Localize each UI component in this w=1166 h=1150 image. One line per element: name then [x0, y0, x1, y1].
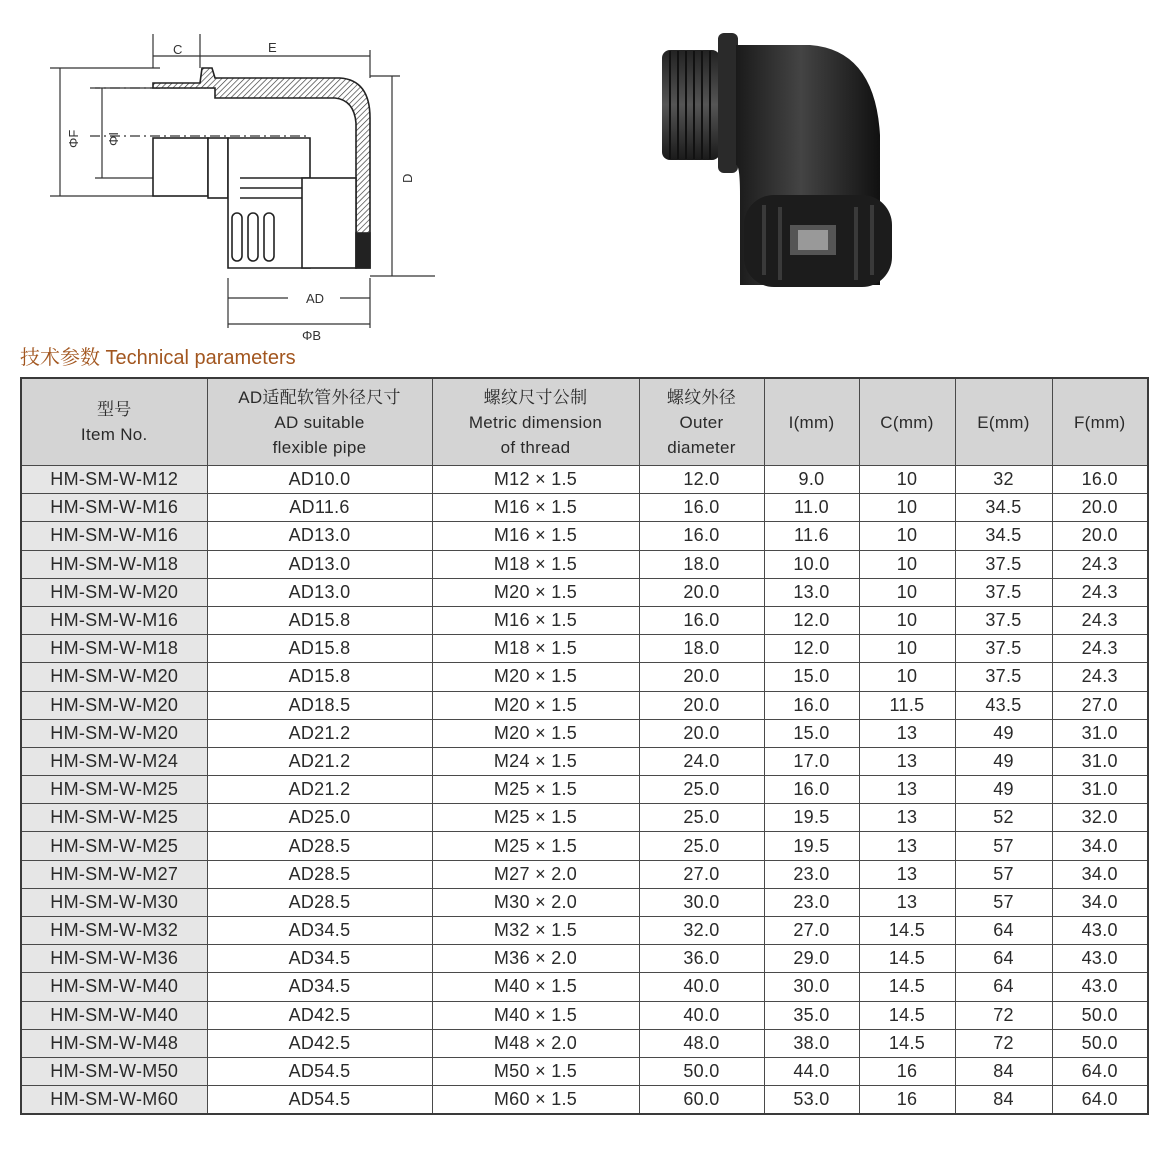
table-cell: 16.0 [764, 691, 859, 719]
table-cell: M40 × 1.5 [432, 973, 639, 1001]
table-cell: 57 [955, 860, 1052, 888]
table-cell: 15.0 [764, 663, 859, 691]
table-cell: 49 [955, 776, 1052, 804]
table-cell: AD15.8 [207, 606, 432, 634]
table-cell: 64 [955, 945, 1052, 973]
table-cell: 27.0 [639, 860, 764, 888]
table-row [21, 747, 1148, 775]
table-row [21, 522, 1148, 550]
column-header-line: E(mm) [977, 412, 1030, 432]
table-row [21, 945, 1148, 973]
column-header-line: Item No. [80, 425, 148, 444]
table-cell: 34.5 [955, 494, 1052, 522]
table-cell: 10 [859, 522, 955, 550]
table-cell: 23.0 [764, 860, 859, 888]
table-cell: AD10.0 [207, 466, 432, 494]
table-cell: 29.0 [764, 945, 859, 973]
table-cell: AD42.5 [207, 1001, 432, 1029]
table-cell: M36 × 2.0 [432, 945, 639, 973]
table-cell: M27 × 2.0 [432, 860, 639, 888]
item-no-cell: HM-SM-W-M30 [21, 888, 207, 916]
table-cell: 23.0 [764, 888, 859, 916]
item-no-cell: HM-SM-W-M20 [21, 691, 207, 719]
table-cell: 37.5 [955, 663, 1052, 691]
table-row [21, 804, 1148, 832]
table-cell: AD13.0 [207, 522, 432, 550]
table-cell: 10 [859, 663, 955, 691]
table-cell: M24 × 1.5 [432, 747, 639, 775]
table-cell: AD13.0 [207, 578, 432, 606]
table-cell: 31.0 [1052, 719, 1148, 747]
column-header-line: C(mm) [880, 412, 934, 432]
table-cell: 12.0 [764, 635, 859, 663]
table-cell: 36.0 [639, 945, 764, 973]
table-cell: 34.0 [1052, 832, 1148, 860]
table-cell: 11.5 [859, 691, 955, 719]
table-cell: 12.0 [639, 466, 764, 494]
table-cell: 13 [859, 888, 955, 916]
table-cell: M20 × 1.5 [432, 663, 639, 691]
table-cell: M16 × 1.5 [432, 606, 639, 634]
table-cell: 11.0 [764, 494, 859, 522]
table-cell: AD28.5 [207, 888, 432, 916]
table-header-row [21, 378, 1148, 466]
table-cell: 64.0 [1052, 1086, 1148, 1115]
table-cell: M25 × 1.5 [432, 804, 639, 832]
table-cell: M30 × 2.0 [432, 888, 639, 916]
column-header [859, 378, 955, 466]
table-cell: 44.0 [764, 1057, 859, 1085]
table-cell: AD21.2 [207, 747, 432, 775]
table-cell: AD11.6 [207, 494, 432, 522]
table-cell: 10 [859, 578, 955, 606]
item-no-cell: HM-SM-W-M25 [21, 804, 207, 832]
table-cell: M12 × 1.5 [432, 466, 639, 494]
item-no-cell: HM-SM-W-M18 [21, 635, 207, 663]
label-ad: AD [306, 291, 325, 306]
table-row [21, 860, 1148, 888]
label-e: E [268, 40, 277, 55]
table-cell: M20 × 1.5 [432, 719, 639, 747]
table-cell: AD54.5 [207, 1057, 432, 1085]
table-cell: 20.0 [1052, 494, 1148, 522]
table-cell: 20.0 [639, 719, 764, 747]
table-cell: 10 [859, 606, 955, 634]
column-header-line: AD适配软管外径尺寸 [238, 387, 401, 407]
column-header [639, 378, 764, 466]
table-row [21, 635, 1148, 663]
table-cell: M40 × 1.5 [432, 1001, 639, 1029]
item-no-cell: HM-SM-W-M16 [21, 494, 207, 522]
table-cell: 13 [859, 719, 955, 747]
table-cell: 35.0 [764, 1001, 859, 1029]
item-no-cell: HM-SM-W-M36 [21, 945, 207, 973]
table-row [21, 1057, 1148, 1085]
item-no-cell: HM-SM-W-M20 [21, 719, 207, 747]
column-header-line: Metric dimension [468, 412, 603, 432]
table-row [21, 691, 1148, 719]
table-cell: 37.5 [955, 578, 1052, 606]
table-cell: 34.0 [1052, 860, 1148, 888]
item-no-cell: HM-SM-W-M16 [21, 522, 207, 550]
item-no-cell: HM-SM-W-M40 [21, 973, 207, 1001]
column-header [432, 378, 639, 466]
table-cell: 13 [859, 860, 955, 888]
table-cell: 16.0 [639, 522, 764, 550]
column-header [764, 378, 859, 466]
table-cell: 64 [955, 917, 1052, 945]
table-cell: 64.0 [1052, 1057, 1148, 1085]
table-cell: 25.0 [639, 804, 764, 832]
table-cell: AD28.5 [207, 860, 432, 888]
column-header-line: Outer [679, 412, 724, 432]
table-cell: AD21.2 [207, 776, 432, 804]
table-cell: 16.0 [1052, 466, 1148, 494]
product-photo [640, 25, 900, 295]
table-cell: 48.0 [639, 1029, 764, 1057]
table-cell: 24.3 [1052, 635, 1148, 663]
table-cell: 31.0 [1052, 747, 1148, 775]
table-cell: 32 [955, 466, 1052, 494]
table-cell: M20 × 1.5 [432, 578, 639, 606]
table-cell: AD13.0 [207, 550, 432, 578]
table-cell: M20 × 1.5 [432, 691, 639, 719]
item-no-cell: HM-SM-W-M20 [21, 663, 207, 691]
table-cell: 10 [859, 494, 955, 522]
item-no-cell: HM-SM-W-M48 [21, 1029, 207, 1057]
table-cell: 10 [859, 550, 955, 578]
table-cell: M18 × 1.5 [432, 550, 639, 578]
table-row [21, 719, 1148, 747]
table-row [21, 776, 1148, 804]
table-cell: AD15.8 [207, 663, 432, 691]
table-cell: 49 [955, 719, 1052, 747]
table-cell: 50.0 [1052, 1001, 1148, 1029]
column-header-line: diameter [667, 437, 736, 457]
table-cell: 18.0 [639, 635, 764, 663]
table-cell: 24.3 [1052, 606, 1148, 634]
item-no-cell: HM-SM-W-M20 [21, 578, 207, 606]
table-cell: 14.5 [859, 945, 955, 973]
table-cell: 53.0 [764, 1086, 859, 1115]
column-header [207, 378, 432, 466]
table-cell: 25.0 [639, 776, 764, 804]
table-cell: 24.3 [1052, 550, 1148, 578]
table-cell: 24.3 [1052, 578, 1148, 606]
table-cell: 57 [955, 888, 1052, 916]
table-row [21, 606, 1148, 634]
table-cell: 32.0 [1052, 804, 1148, 832]
table-cell: 25.0 [639, 832, 764, 860]
table-cell: 57 [955, 832, 1052, 860]
table-cell: 37.5 [955, 635, 1052, 663]
item-no-cell: HM-SM-W-M16 [21, 606, 207, 634]
table-cell: AD15.8 [207, 635, 432, 663]
table-cell: 18.0 [639, 550, 764, 578]
label-i: ΦI [106, 132, 121, 146]
table-cell: 13 [859, 747, 955, 775]
table-cell: 37.5 [955, 606, 1052, 634]
column-header-line: 螺纹尺寸公制 [483, 387, 588, 407]
table-row [21, 578, 1148, 606]
table-cell: 10 [859, 635, 955, 663]
column-header [955, 378, 1052, 466]
table-cell: 13 [859, 776, 955, 804]
table-cell: AD18.5 [207, 691, 432, 719]
table-cell: 84 [955, 1057, 1052, 1085]
table-row [21, 1029, 1148, 1057]
label-c: C [173, 42, 183, 57]
table-cell: 16.0 [639, 606, 764, 634]
table-cell: 15.0 [764, 719, 859, 747]
table-cell: 13 [859, 832, 955, 860]
table-cell: 16 [859, 1057, 955, 1085]
item-no-cell: HM-SM-W-M27 [21, 860, 207, 888]
table-row [21, 466, 1148, 494]
column-header-line: AD suitable [274, 412, 365, 432]
table-cell: M48 × 2.0 [432, 1029, 639, 1057]
table-cell: AD54.5 [207, 1086, 432, 1115]
table-cell: 43.0 [1052, 917, 1148, 945]
table-cell: 9.0 [764, 466, 859, 494]
column-header-line: of thread [500, 437, 571, 457]
table-cell: 16 [859, 1086, 955, 1115]
table-row [21, 1086, 1148, 1115]
table-cell: 12.0 [764, 606, 859, 634]
column-header-line: 型号 [96, 400, 132, 419]
table-cell: 50.0 [1052, 1029, 1148, 1057]
table-cell: 50.0 [639, 1057, 764, 1085]
item-no-cell: HM-SM-W-M40 [21, 1001, 207, 1029]
table-cell: 13.0 [764, 578, 859, 606]
table-row [21, 1001, 1148, 1029]
table-cell: 20.0 [639, 691, 764, 719]
table-cell: 14.5 [859, 1001, 955, 1029]
table-cell: 16.0 [764, 776, 859, 804]
table-cell: 72 [955, 1001, 1052, 1029]
table-cell: 10.0 [764, 550, 859, 578]
item-no-cell: HM-SM-W-M50 [21, 1057, 207, 1085]
table-cell: 19.5 [764, 832, 859, 860]
table-body [21, 466, 1148, 1115]
table-cell: 34.5 [955, 522, 1052, 550]
table-cell: 20.0 [639, 663, 764, 691]
table-cell: 14.5 [859, 917, 955, 945]
table-cell: 14.5 [859, 973, 955, 1001]
item-no-cell: HM-SM-W-M32 [21, 917, 207, 945]
table-row [21, 973, 1148, 1001]
parameters-table [20, 377, 1149, 1115]
table-cell: AD42.5 [207, 1029, 432, 1057]
table-cell: 72 [955, 1029, 1052, 1057]
table-cell: 32.0 [639, 917, 764, 945]
table-cell: AD21.2 [207, 719, 432, 747]
label-b: ΦB [302, 328, 322, 343]
table-cell: 20.0 [639, 578, 764, 606]
table-cell: 19.5 [764, 804, 859, 832]
column-header-line: I(mm) [788, 412, 835, 432]
table-cell: 17.0 [764, 747, 859, 775]
item-no-cell: HM-SM-W-M24 [21, 747, 207, 775]
column-header-line: F(mm) [1073, 412, 1126, 432]
table-cell: AD34.5 [207, 945, 432, 973]
table-cell: 16.0 [639, 494, 764, 522]
table-cell: 64 [955, 973, 1052, 1001]
table-cell: 37.5 [955, 550, 1052, 578]
table-cell: 34.0 [1052, 888, 1148, 916]
table-cell: 43.0 [1052, 973, 1148, 1001]
section-title: 技术参数 Technical parameters [20, 347, 296, 369]
table-cell: AD25.0 [207, 804, 432, 832]
table-cell: 43.0 [1052, 945, 1148, 973]
table-row [21, 888, 1148, 916]
table-cell: M16 × 1.5 [432, 494, 639, 522]
table-cell: M60 × 1.5 [432, 1086, 639, 1115]
label-f: ΦF [66, 129, 81, 148]
label-d: D [400, 173, 415, 183]
table-cell: M25 × 1.5 [432, 832, 639, 860]
table-row [21, 917, 1148, 945]
item-no-cell: HM-SM-W-M18 [21, 550, 207, 578]
table-cell: AD34.5 [207, 973, 432, 1001]
table-cell: M32 × 1.5 [432, 917, 639, 945]
table-cell: 60.0 [639, 1086, 764, 1115]
column-header [1052, 378, 1148, 466]
column-header-line: 螺纹外径 [666, 387, 737, 407]
table-cell: 30.0 [639, 888, 764, 916]
table-cell: 43.5 [955, 691, 1052, 719]
column-header [21, 378, 207, 466]
table-cell: 84 [955, 1086, 1052, 1115]
table-cell: M50 × 1.5 [432, 1057, 639, 1085]
table-row [21, 550, 1148, 578]
table-cell: 38.0 [764, 1029, 859, 1057]
table-cell: M18 × 1.5 [432, 635, 639, 663]
table-row [21, 663, 1148, 691]
item-no-cell: HM-SM-W-M12 [21, 466, 207, 494]
table-cell: 10 [859, 466, 955, 494]
table-row [21, 832, 1148, 860]
table-cell: 52 [955, 804, 1052, 832]
table-cell: 31.0 [1052, 776, 1148, 804]
item-no-cell: HM-SM-W-M60 [21, 1086, 207, 1115]
table-cell: AD34.5 [207, 917, 432, 945]
table-cell: M25 × 1.5 [432, 776, 639, 804]
table-cell: 27.0 [1052, 691, 1148, 719]
item-no-cell: HM-SM-W-M25 [21, 776, 207, 804]
table-cell: 20.0 [1052, 522, 1148, 550]
item-no-cell: HM-SM-W-M25 [21, 832, 207, 860]
table-cell: 30.0 [764, 973, 859, 1001]
column-header-line: flexible pipe [272, 437, 367, 457]
table-cell: 49 [955, 747, 1052, 775]
table-cell: 27.0 [764, 917, 859, 945]
table-cell: AD28.5 [207, 832, 432, 860]
table-cell: M16 × 1.5 [432, 522, 639, 550]
table-cell: 24.0 [639, 747, 764, 775]
table-cell: 14.5 [859, 1029, 955, 1057]
table-cell: 11.6 [764, 522, 859, 550]
table-cell: 40.0 [639, 973, 764, 1001]
table-cell: 40.0 [639, 1001, 764, 1029]
table-cell: 24.3 [1052, 663, 1148, 691]
table-cell: 13 [859, 804, 955, 832]
technical-drawing [40, 28, 440, 346]
table-row [21, 494, 1148, 522]
